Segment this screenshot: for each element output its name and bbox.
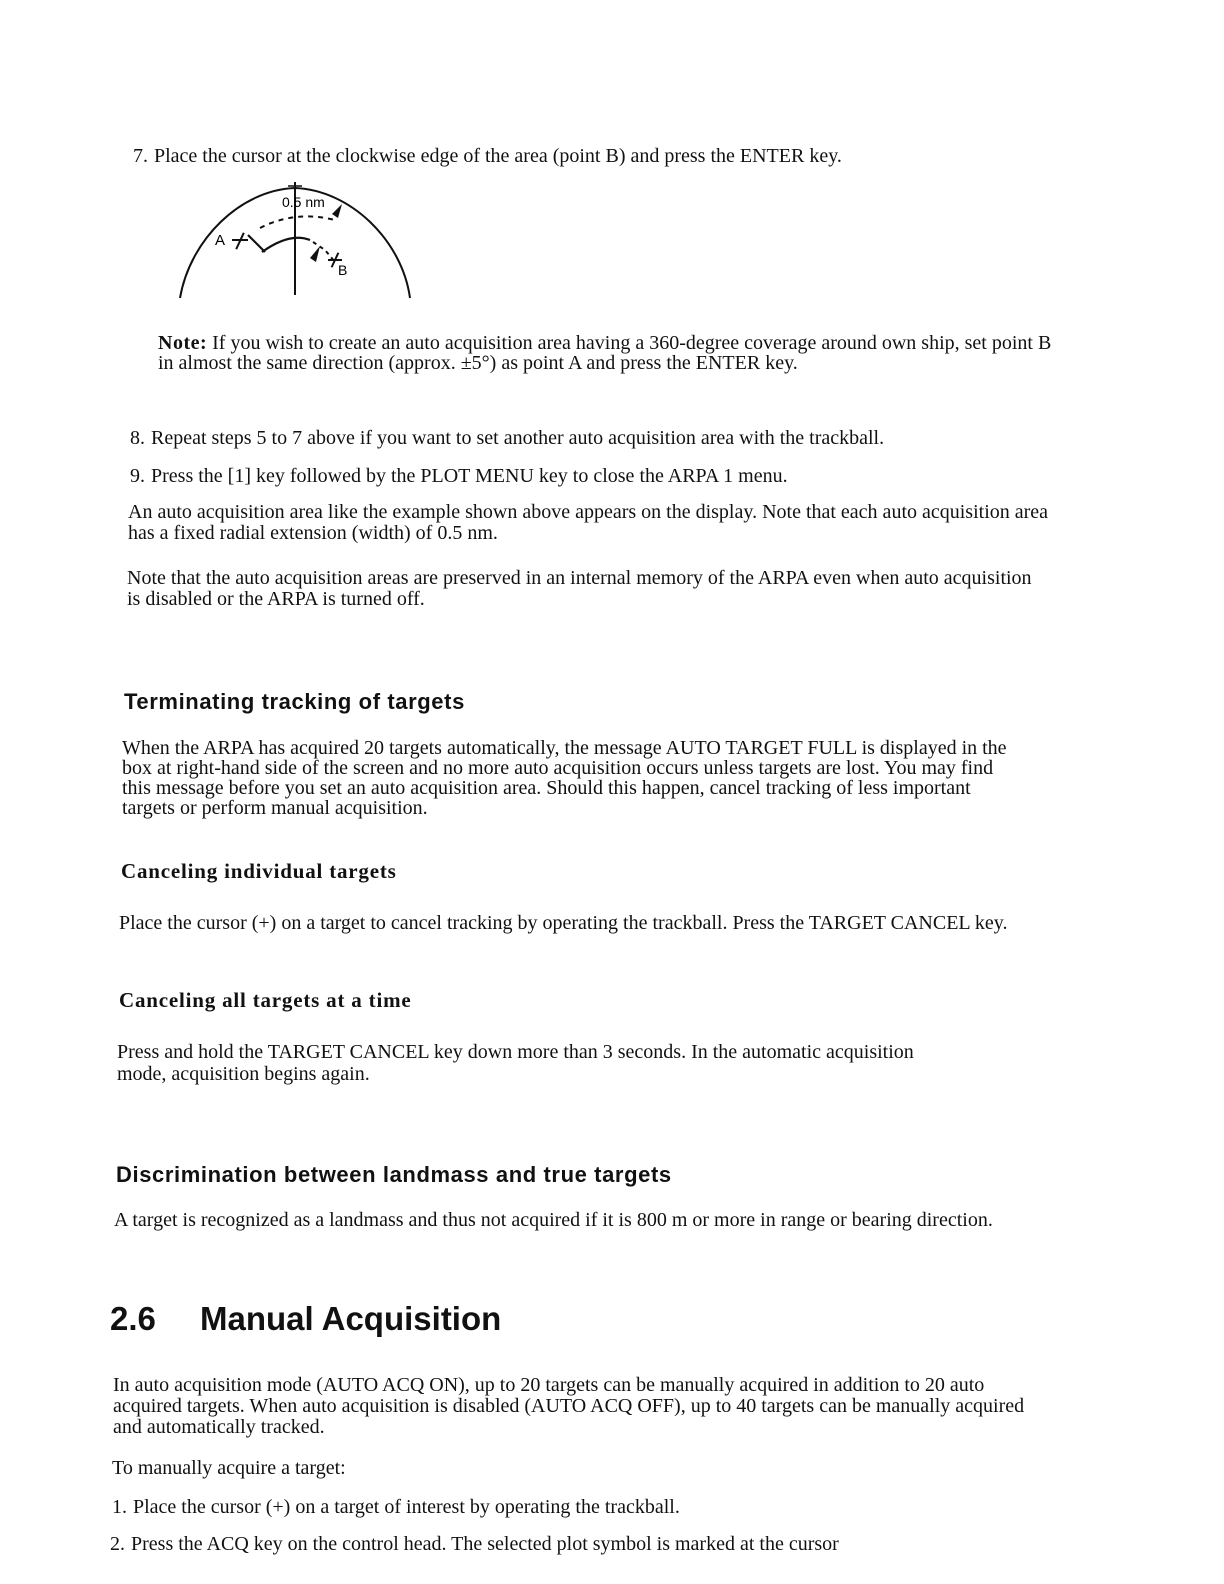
heading-canceling-individual: Canceling individual targets [121, 859, 397, 883]
section-title-text: Manual Acquisition [200, 1300, 502, 1337]
paragraph-terminating-tracking: When the ARPA has acquired 20 targets automatically, the message AUTO TARGET FULL is displayed in the box at right-hand side of the screen and no more auto acquisition occurs unless targets are lost. You may find this message before you set an auto acquisition area. Should this happen, cancel tracking of less important targets or perform manual acquisition. [122, 737, 1007, 819]
step-7-number: 7. [133, 145, 148, 167]
paragraph-manual-intro: In auto acquisition mode (AUTO ACQ ON), up to 20 targets can be manually acquired in addition to 20 auto acquired targets. When auto acquisition is disabled (AUTO ACQ OFF), up to 40 targets can be manually acquired and automatically tracked. [113, 1374, 1025, 1438]
step-8-text: Repeat steps 5 to 7 above if you want to set another auto acquisition area with the trackball. [151, 427, 885, 449]
step-7-text: Place the cursor at the clockwise edge of the area (point B) and press the ENTER key. [154, 145, 842, 167]
range-label: 0.5 nm [282, 194, 325, 210]
heading-terminating-tracking: Terminating tracking of targets [124, 689, 465, 714]
manual-step-2 [110, 1533, 1110, 1555]
note-paragraph [158, 333, 1058, 373]
manual-step-2-text: Press the ACQ key on the control head. The selected plot symbol is marked at the cursor [131, 1533, 839, 1555]
lower-arrow [310, 246, 320, 262]
manual-step-1-text: Place the cursor (+) on a target of interest by operating the trackball. [133, 1496, 680, 1518]
section-number: 2.6 [110, 1300, 156, 1337]
paragraph-canceling-all: Press and hold the TARGET CANCEL key down more than 3 seconds. In the automatic acquisition mode, acquisition begins again. [117, 1041, 914, 1085]
note-text: If you wish to create an auto acquisition area having a 360-degree coverage around own ship, set point B in almost the same direction (approx. ±5°) as point A and press the ENTER key. [158, 332, 1052, 374]
step-9-text: Press the [1] key followed by the PLOT MENU key to close the ARPA 1 menu. [151, 465, 788, 487]
paragraph-auto-area: An auto acquisition area like the example shown above appears on the display. Note that each auto acquisition area has a fixed radial extension (width) of 0.5 nm. [128, 501, 1049, 544]
upper-arrow [332, 204, 342, 218]
acquisition-area-figure [170, 180, 420, 305]
area-lower-arc [262, 238, 310, 252]
step-8 [130, 427, 1130, 449]
heading-canceling-all: Canceling all targets at a time [119, 988, 412, 1012]
step-8-number: 8. [130, 427, 145, 449]
point-b-label: B [338, 262, 348, 278]
step-9 [130, 465, 1130, 487]
step-9-number: 9. [130, 465, 145, 487]
step-7 [133, 145, 1133, 167]
area-upper-arc [260, 216, 335, 228]
section-title [110, 1300, 501, 1338]
manual-step-1-number: 1. [112, 1496, 127, 1518]
paragraph-discrimination: A target is recognized as a landmass and thus not acquired if it is 800 m or more in range or bearing direction. [114, 1209, 993, 1231]
paragraph-canceling-individual: Place the cursor (+) on a target to cancel tracking by operating the trackball. Press the TARGET CANCEL key. [119, 912, 1008, 934]
note-label: Note: [158, 332, 208, 354]
paragraph-manual-lead: To manually acquire a target: [112, 1457, 346, 1479]
manual-step-2-number: 2. [110, 1533, 125, 1555]
heading-discrimination: Discrimination between landmass and true targets [116, 1162, 672, 1187]
paragraph-memory: Note that the auto acquisition areas are preserved in an internal memory of the ARPA even when auto acquisition is disabled or the ARPA is turned off. [127, 567, 1032, 610]
point-a-label: A [215, 232, 226, 249]
manual-step-1 [112, 1496, 1112, 1518]
